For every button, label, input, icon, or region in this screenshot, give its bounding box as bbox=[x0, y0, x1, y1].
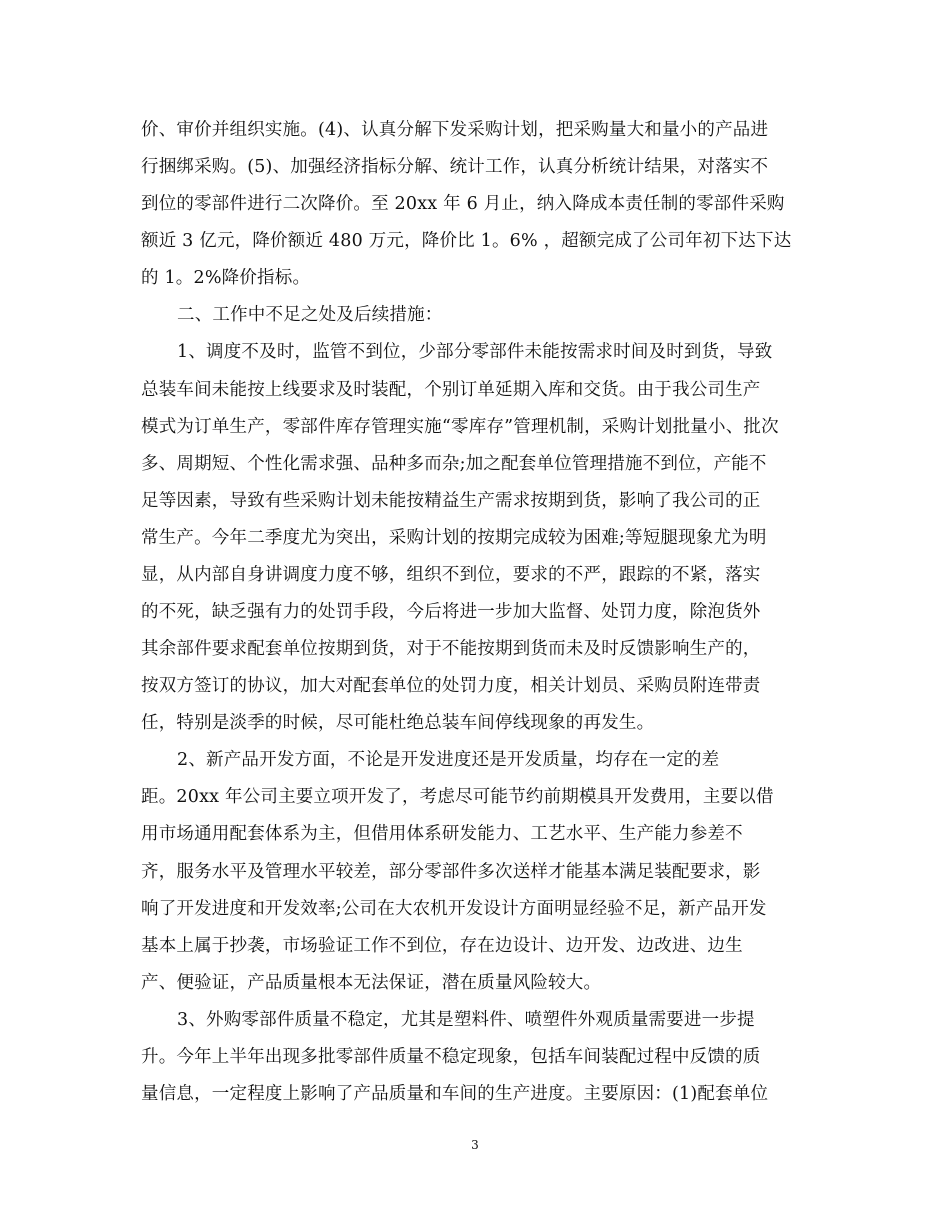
section-heading: 二、工作中不足之处及后续措施： bbox=[177, 305, 443, 325]
page-number: 3 bbox=[471, 1138, 479, 1152]
text-line: 多、周期短、个性化需求强、品种多而杂;加之配套单位管理措施不到位，产能不 bbox=[141, 454, 767, 474]
text-line: 显，从内部自身讲调度力度不够，组织不到位，要求的不严，跟踪的不紧，落实 bbox=[141, 565, 761, 585]
text-line: 足等因素，导致有些采购计划未能按精益生产需求按期到货，影响了我公司的正 bbox=[141, 491, 761, 511]
text-line: 的不死，缺乏强有力的处罚手段，今后将进一步加大监督、处罚力度，除泡货外 bbox=[141, 602, 761, 622]
text-line: 升。今年上半年出现多批零部件质量不稳定现象，包括车间装配过程中反馈的质 bbox=[141, 1047, 761, 1067]
text-line: 响了开发进度和开发效率;公司在大农机开发设计方面明显经验不足，新产品开发 bbox=[141, 899, 767, 919]
text-line: 额近 3 亿元，降价额近 480 万元，降价比 1。6% ，超额完成了公司年初下达下达 bbox=[141, 231, 792, 251]
paragraph-start: 1、调度不及时，监管不到位，少部分零部件未能按需求时间及时到货，导致 bbox=[177, 342, 773, 362]
text-line: 行捆绑采购。(5)、加强经济指标分解、统计工作，认真分析统计结果，对落实不 bbox=[141, 157, 769, 177]
text-line: 齐，服务水平及管理水平较差，部分零部件多次送样才能基本满足装配要求，影 bbox=[141, 862, 761, 882]
text-line: 总装车间未能按上线要求及时装配，个别订单延期入库和交货。由于我公司生产 bbox=[141, 380, 761, 400]
text-line: 的 1。2%降价指标。 bbox=[141, 268, 311, 288]
text-line: 任，特别是淡季的时候，尽可能杜绝总装车间停线现象的再发生。 bbox=[141, 713, 655, 733]
text-line: 用市场通用配套体系为主，但借用体系研发能力、工艺水平、生产能力参差不 bbox=[141, 824, 743, 844]
text-line: 基本上属于抄袭，市场验证工作不到位，存在边设计、边开发、边改进、边生 bbox=[141, 936, 743, 956]
text-line: 产、便验证，产品质量根本无法保证，潜在质量风险较大。 bbox=[141, 973, 602, 993]
text-line: 常生产。今年二季度尤为突出，采购计划的按期完成较为困难;等短腿现象尤为明 bbox=[141, 528, 767, 548]
text-line: 价、审价并组织实施。(4)、认真分解下发采购计划，把采购量大和量小的产品进 bbox=[141, 120, 769, 140]
text-line: 其余部件要求配套单位按期到货，对于不能按期到货而未及时反馈影响生产的， bbox=[141, 639, 761, 659]
text-line: 模式为订单生产，零部件库存管理实施“零库存”管理机制，采购计划批量小、批次 bbox=[141, 417, 779, 437]
paragraph-start: 3、外购零部件质量不稳定，尤其是塑料件、喷塑件外观质量需要进一步提 bbox=[177, 1010, 755, 1030]
text-line: 量信息，一定程度上影响了产品质量和车间的生产进度。主要原因：(1)配套单位 bbox=[141, 1084, 769, 1104]
paragraph-start: 2、新产品开发方面，不论是开发进度还是开发质量，均存在一定的差 bbox=[177, 750, 720, 770]
text-line: 到位的零部件进行二次降价。至 20xx 年 6 月止，纳入降成本责任制的零部件采购 bbox=[141, 194, 785, 214]
text-line: 按双方签订的协议，加大对配套单位的处罚力度，相关计划员、采购员附连带责 bbox=[141, 676, 761, 696]
text-line: 距。20xx 年公司主要立项开发了，考虑尽可能节约前期模具开发费用，主要以借 bbox=[141, 787, 774, 807]
